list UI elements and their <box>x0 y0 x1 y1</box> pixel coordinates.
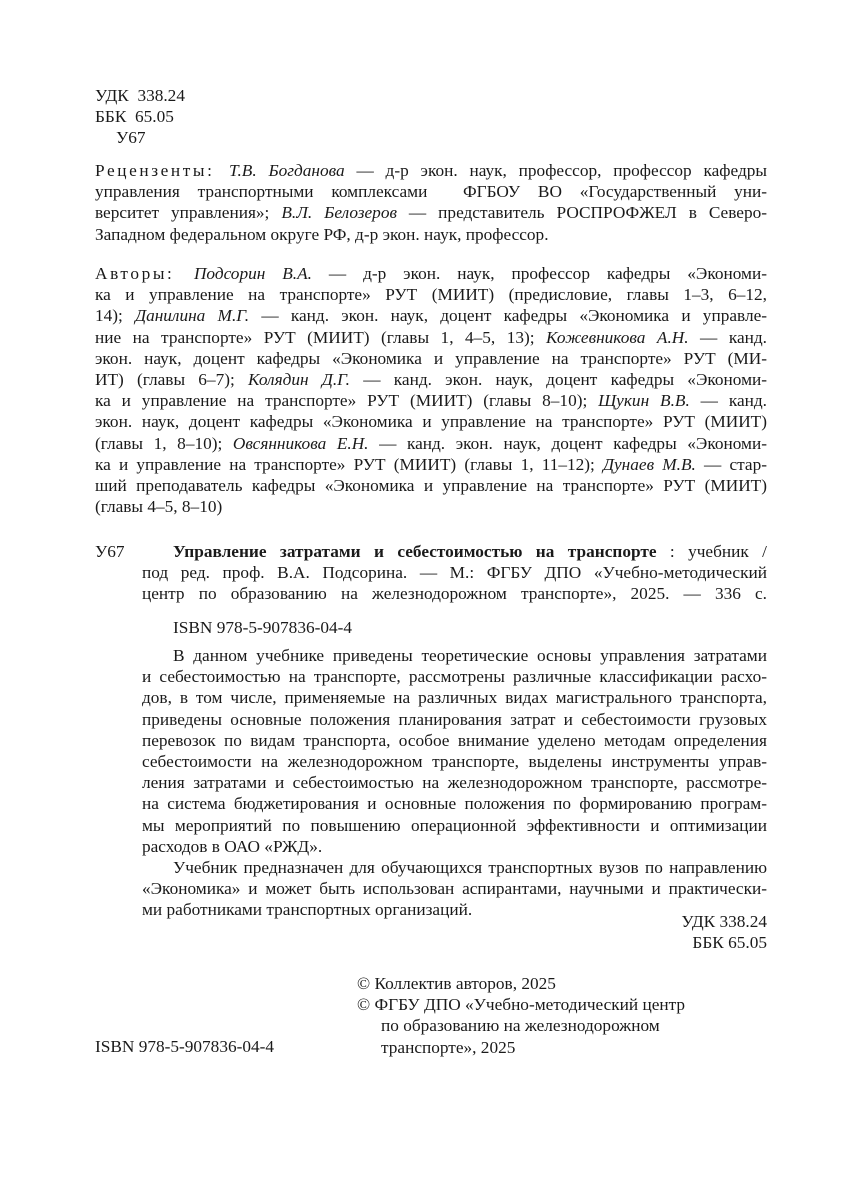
text-line <box>142 751 767 772</box>
isbn-main: ISBN 978-5-907836-04-4 <box>173 618 353 637</box>
text-run: ка и управление на транспорте» РУТ (МИИТ) (главы 1, 11–12); <box>95 454 604 474</box>
text-line <box>95 160 767 181</box>
text-line <box>95 433 767 454</box>
text-run: под ред. проф. В.А. Подсорина. — М.: ФГБУ ДПО «Учебно-методический <box>142 563 767 583</box>
person-name: Дунаев М.В. <box>603 454 696 474</box>
person-name: Щукин В.В. <box>598 391 690 411</box>
text-run: — канд. экон. наук, доцент кафедры «Экономи- <box>368 433 767 453</box>
text-line <box>142 772 767 793</box>
text-run: себестоимости на железнодорожном транспорте, выделены инструменты управ- <box>142 751 767 771</box>
person-name: Колядин Д.Г. <box>248 369 350 389</box>
text-run: управления транспортными комплексами ФГБОУ ВО «Государственный уни- <box>95 182 767 202</box>
person-name: Кожевникова А.Н. <box>546 327 689 347</box>
text-line <box>142 709 767 730</box>
copyright-publisher-cont: по образованию на железнодорожном <box>381 1016 660 1036</box>
person-name: Подсорин В.А. <box>193 264 312 283</box>
text-run: (главы 1, 8–10); <box>95 433 233 453</box>
text-line <box>142 815 767 836</box>
text-run: экон. наук, доцент кафедры «Экономика и управление на транспорте» РУТ (МИ- <box>95 348 767 368</box>
text-run: — д-р экон. наук, профессор кафедры «Экономи- <box>311 264 767 283</box>
text-line <box>142 541 767 562</box>
classification-block-bottom <box>681 911 767 953</box>
text-line <box>142 836 767 857</box>
person-name: В.Л. Белозеров <box>281 203 397 223</box>
text-run: — д-р экон. наук, профессор, профессор кафедры <box>344 161 767 180</box>
text-run: экон. наук, доцент кафедры «Экономика и управление на транспорте» РУТ (МИИТ) <box>95 412 767 432</box>
text-line <box>95 475 767 496</box>
text-run: ние на транспорте» РУТ (МИИТ) (главы 1, 4–5, 13); <box>95 327 547 347</box>
text-run: на система бюджетирования и основные положения по формированию програм- <box>142 794 767 814</box>
text-run: перевозок по видам транспорта, особое внимание уделено методам определения <box>142 730 767 750</box>
text-line <box>95 411 767 432</box>
text-run: Учебник предназначен для обучающихся транспортных вузов по направлению <box>173 857 767 877</box>
reviewers-paragraph <box>95 160 767 245</box>
text-line <box>95 305 767 326</box>
text-run: В данном учебнике приведены теоретические основы управления затратами <box>173 646 767 665</box>
text-line <box>95 348 767 369</box>
section-label: Рецензенты: <box>95 161 229 180</box>
copyright-authors: © Коллектив авторов, 2025 <box>357 974 556 993</box>
copyright-publisher-cont: транспорте», 2025 <box>381 1037 516 1057</box>
text-run: ка и управление на транспорте» РУТ (МИИТ) (главы 8–10); <box>95 391 599 411</box>
text-line <box>95 224 767 245</box>
text-run: — канд. <box>688 327 767 347</box>
udk-code-bottom: УДК 338.24 <box>681 912 767 931</box>
text-run: ший преподаватель кафедры «Экономика и управление на транспорте» РУТ (МИИТ) <box>95 475 767 495</box>
text-run: (главы 4–5, 8–10) <box>95 497 223 517</box>
abstract-paragraph <box>142 645 767 920</box>
text-run: — представитель РОСПРОФЖЕЛ в Северо- <box>396 203 767 223</box>
section-label: Авторы: <box>95 264 194 283</box>
text-line <box>142 666 767 687</box>
text-line <box>142 730 767 751</box>
text-line <box>142 645 767 666</box>
text-run: Западном федеральном округе РФ, д-р экон. наук, профессор. <box>95 224 549 244</box>
text-line <box>95 327 767 348</box>
text-line <box>142 562 767 583</box>
bbk-code-bottom: ББК 65.05 <box>692 933 767 953</box>
udk-code: УДК 338.24 <box>95 86 185 105</box>
person-name: Т.В. Богданова <box>228 161 345 180</box>
text-run: — канд. экон. наук, доцент кафедры «Экономика и управле- <box>249 306 767 326</box>
authors-paragraph <box>95 263 767 517</box>
text-run: дов, в том числе, применяемые на различных видах магистрального транспорта, <box>142 688 767 708</box>
text-run: приведены основные положения планирования затрат и себестоимости грузовых <box>142 709 767 729</box>
text-run: 14); <box>95 306 136 326</box>
text-run: расходов в ОАО «РЖД». <box>142 836 323 856</box>
text-run: — канд. экон. наук, доцент кафедры «Экономи- <box>350 369 768 389</box>
text-run: ИТ) (главы 6–7); <box>95 369 249 389</box>
text-run: ка и управление на транспорте» РУТ (МИИТ) (предисловие, главы 1–3, 6–12, <box>95 285 767 305</box>
text-line <box>142 899 767 920</box>
text-line <box>95 263 767 284</box>
text-run: и себестоимостью на транспорте, рассмотрены различные классификации расхо- <box>142 667 767 687</box>
text-line <box>95 284 767 305</box>
copyright-publisher: © ФГБУ ДПО «Учебно-методический центр <box>357 995 686 1015</box>
bibliographic-record <box>142 541 767 605</box>
text-line <box>142 687 767 708</box>
text-run: «Экономика» и может быть использован аспирантами, научными и практически- <box>142 879 767 899</box>
isbn-bottom: ISBN 978-5-907836-04-4 <box>95 1037 275 1056</box>
text-line <box>95 369 767 390</box>
copyright-block <box>357 973 685 1058</box>
person-name: Данилина М.Г. <box>135 306 250 326</box>
classification-block-top <box>95 85 185 148</box>
text-run: верситет управления»; <box>95 203 282 223</box>
text-line <box>95 181 767 202</box>
text-line <box>95 390 767 411</box>
text-run: мы мероприятий по повышению операционной эффективности и оптимизации <box>142 815 767 835</box>
text-line <box>142 878 767 899</box>
text-run: ления затратами и себестоимостью на железнодорожном транспорте, рассмотре- <box>142 773 767 793</box>
text-line <box>142 793 767 814</box>
author-mark: У67 <box>116 128 146 147</box>
text-run: ми работниками транспортных организаций. <box>142 900 473 920</box>
person-name: Овсянникова Е.Н. <box>232 433 369 453</box>
text-line <box>95 496 767 517</box>
text-run: центр по образованию на железнодорожном транспорте», 2025. — 336 с. <box>142 584 767 604</box>
text-run: — канд. <box>689 391 767 411</box>
biblio-author-mark: У67 <box>95 542 125 561</box>
text-run: : учебник / <box>656 542 767 561</box>
text-line <box>95 454 767 475</box>
text-line <box>142 857 767 878</box>
bbk-code: ББК 65.05 <box>95 107 174 126</box>
text-line <box>95 202 767 223</box>
book-title: Управление затратами и себестоимостью на транспорте <box>173 542 657 561</box>
text-line <box>142 583 767 604</box>
text-run: — стар- <box>695 454 767 474</box>
